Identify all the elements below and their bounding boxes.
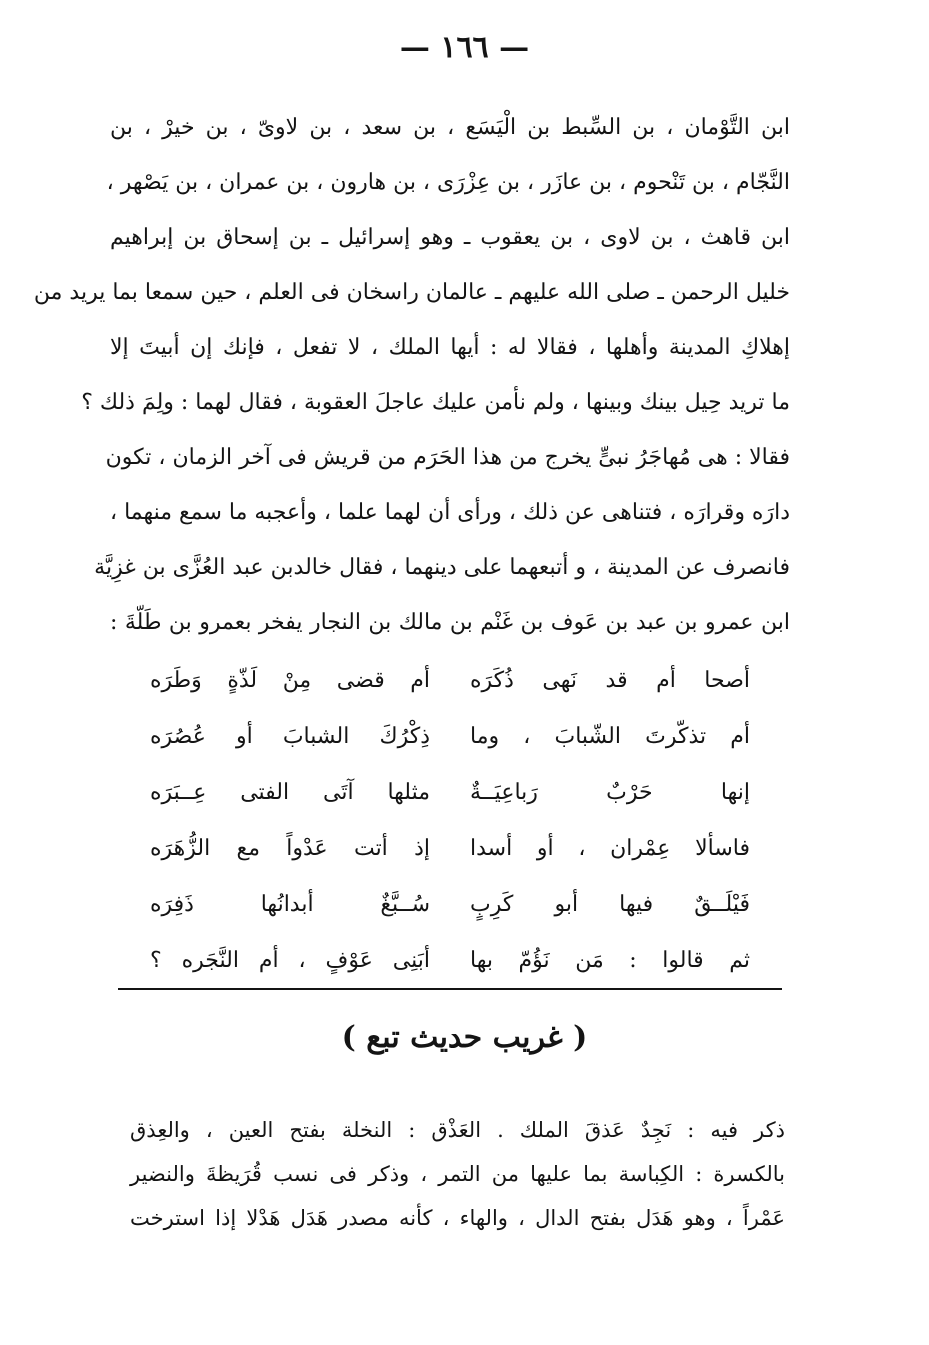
text-line: فقالا : هى مُهاجَرُ نبىٍّ يخرج من هذا الحَرَم من قريش فى آخر الزمان ، تكون	[105, 445, 790, 470]
poem	[150, 653, 750, 989]
verse-second-half: أبَنِى عَوْفٍ ، أم النَّجَره ؟	[150, 948, 430, 973]
text-line: ابن قاهث ، بن لاوى ، بن يعقوب ـ وهو إسرائيل ـ بن إسحاق بن إبراهيم	[110, 225, 790, 250]
text-line: إهلاكِ المدينة وأهلها ، فقالا له : أيها الملك ، لا تفعل ، فإنك إن أبيتَ إلا	[110, 335, 790, 360]
poem-verse	[150, 709, 750, 765]
poem-verse	[150, 765, 750, 821]
text-line: بالكسرة : الكِباسة بما عليها من التمر ، وذكر فى نسب قُرَيظةَ والنضير	[130, 1162, 785, 1186]
text-line: فانصرف عن المدينة ، و أتبعهما على دينهما ، فقال خالدبن عبد العُزَّى بن غزِيَّة	[94, 555, 790, 580]
body-text	[33, 100, 790, 650]
text-line: خليل الرحمن ـ صلى الله عليهم ـ عالمان راسخان فى العلم ، حين سمعا بما يريد من	[33, 280, 790, 305]
section-divider	[118, 988, 782, 990]
text-line: ما تريد حِيل بينك وبينها ، ولم نأمن عليك عاجلَ العقوبة ، فقال لهما : ولِمَ ذلك ؟	[81, 390, 790, 415]
verse-second-half: إذ أتت عَدْواً مع الزُّهَرَه	[150, 836, 430, 861]
text-line: ذكر فيه : نَجِدٌ عَذقَ الملك . العَذْق : النخلة بفتح العين ، والعِذق	[130, 1118, 785, 1142]
poem-verse	[150, 877, 750, 933]
text-line: عَمْراً ، وهو هَدَل بفتح الدال ، والهاء ، كأنه مصدر هَدَل هَدْلا إذا استرخت	[130, 1206, 785, 1230]
text-line: دارَه وقرارَه ، فتناهى عن ذلك ، ورأى أن لهما علما ، وأعجبه ما سمع منهما ،	[109, 500, 790, 525]
poem-verse	[150, 821, 750, 877]
notes-text	[130, 1108, 785, 1240]
poem-verse	[150, 933, 750, 989]
verse-first-half: ثم قالوا : مَن نَؤُمّ بها	[470, 948, 750, 973]
verse-first-half: فاسألا عِمْران ، أو أسدا	[470, 836, 750, 861]
section-heading: ( غريب حديث تبع )	[341, 1020, 588, 1055]
poem-verse	[150, 653, 750, 709]
verse-first-half: فَيْلَــقٌ فيها أبو كَرِبٍ	[470, 892, 750, 917]
verse-second-half: ذِكْرُكَ الشبابَ أو عُصُرَه	[150, 724, 430, 749]
verse-second-half: مثلها آتَى الفتى عِــبَرَه	[150, 780, 430, 805]
verse-first-half: أم تذكّرتَ الشّبابَ ، وما	[470, 724, 750, 749]
page-number: — ١٦٦ —	[399, 30, 530, 65]
text-line: النَّجّام ، بن تَنْحوم ، بن عازَر ، بن عِزْرَى ، بن هارون ، بن عمران ، بن يَصْهر ،	[106, 170, 790, 195]
verse-first-half: أصحا أم قد نَهى ذُكَرَه	[470, 668, 750, 693]
text-line: ابن عمرو بن عبد بن عَوف بن غَنْم بن مالك بن النجار يفخر بعمرو بن طَلّةَ :	[110, 610, 790, 635]
text-line: ابن التَّوْمان ، بن السِّبط بن الْيَسَع ، بن سعد ، بن لاوىّ ، بن خيرْ ، بن	[110, 115, 790, 140]
verse-first-half: إنها حَرْبٌ رَباعِيَــةٌ	[470, 780, 750, 805]
verse-second-half: أم قضى مِنْ لَذّةٍ وَطَرَه	[150, 668, 430, 693]
verse-second-half: سُــبَّغٌ أبدانُها ذَفِرَه	[150, 892, 430, 917]
